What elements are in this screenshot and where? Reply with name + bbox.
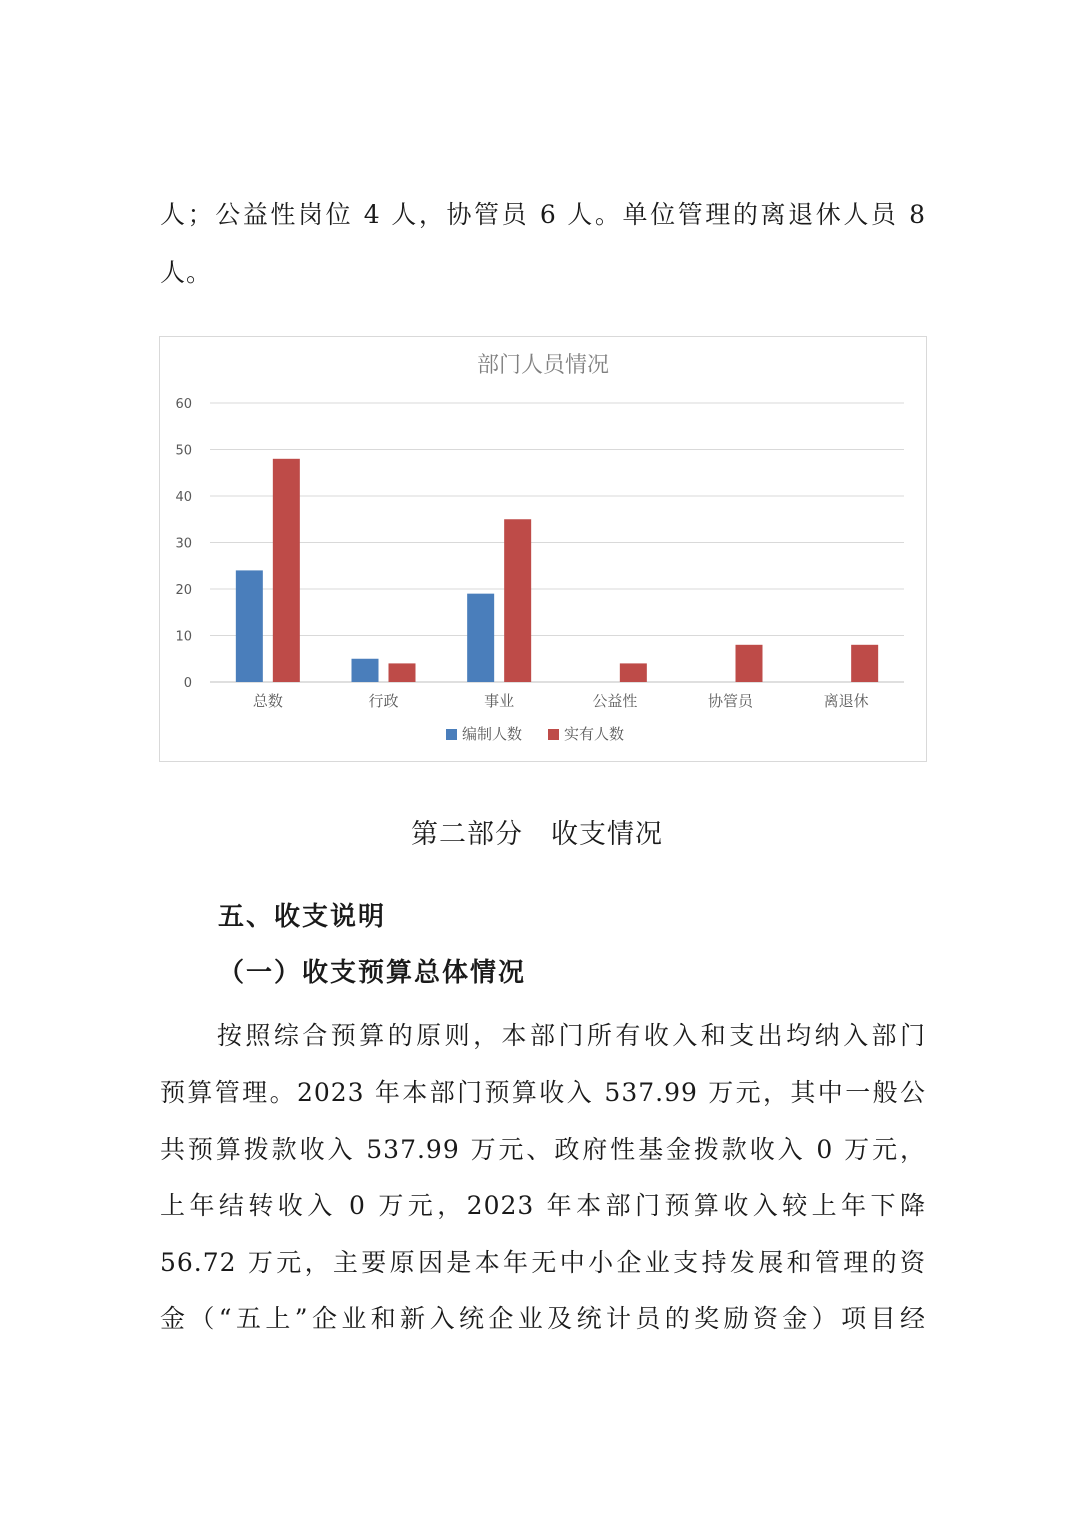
chart-canvas <box>160 337 926 761</box>
x-category-label: 协管员 <box>707 692 754 710</box>
legend-label: 实有人数 <box>564 725 625 743</box>
bar-staffing-0 <box>236 570 263 682</box>
bar-actual-0 <box>273 459 300 682</box>
y-tick-label: 20 <box>175 583 192 598</box>
y-tick-label: 40 <box>175 490 192 505</box>
x-category-label: 事业 <box>484 692 515 710</box>
staff-chart <box>159 336 927 762</box>
x-category-label: 行政 <box>368 692 399 710</box>
body-line-4: 上年结转收入 0 万元，2023 年本部门预算收入较上年下降 <box>160 1191 926 1220</box>
bar-actual-2 <box>504 519 531 682</box>
section-heading: 五、收支说明 <box>218 902 387 932</box>
part-title: 第二部分 收支情况 <box>411 819 663 850</box>
body-line-3: 共预算拨款收入 537.99 万元、政府性基金拨款收入 0 万元， <box>160 1135 926 1164</box>
body-line-6: 金（“五上”企业和新入统企业及统计员的奖励资金）项目经 <box>160 1304 926 1333</box>
y-tick-label: 0 <box>183 676 192 691</box>
body-line-1: 按照综合预算的原则，本部门所有收入和支出均纳入部门 <box>160 1021 926 1050</box>
intro-line-2: 人。 <box>160 258 213 287</box>
y-tick-label: 60 <box>175 397 192 412</box>
bar-actual-1 <box>389 663 416 682</box>
body-line-2: 预算管理。2023 年本部门预算收入 537.99 万元，其中一般公 <box>160 1078 926 1107</box>
x-category-label: 总数 <box>252 692 283 710</box>
legend-label: 编制人数 <box>462 725 523 743</box>
bar-staffing-1 <box>352 659 379 682</box>
chart-title: 部门人员情况 <box>476 353 610 378</box>
intro-line-1: 人；公益性岗位 4 人，协管员 6 人。单位管理的离退休人员 8 <box>160 200 926 229</box>
x-category-label: 离退休 <box>823 692 869 710</box>
legend-swatch <box>548 729 559 740</box>
bar-actual-3 <box>620 663 647 682</box>
bar-actual-5 <box>851 645 878 682</box>
y-tick-label: 30 <box>175 536 192 552</box>
bar-actual-4 <box>736 645 763 682</box>
x-category-label: 公益性 <box>592 692 638 710</box>
body-line-5: 56.72 万元，主要原因是本年无中小企业支持发展和管理的资 <box>160 1248 926 1277</box>
y-tick-label: 10 <box>175 629 192 645</box>
bar-staffing-2 <box>467 594 494 682</box>
y-tick-label: 50 <box>175 443 192 459</box>
section-subheading: （一）收支预算总体情况 <box>218 958 527 988</box>
legend-swatch <box>446 729 457 740</box>
